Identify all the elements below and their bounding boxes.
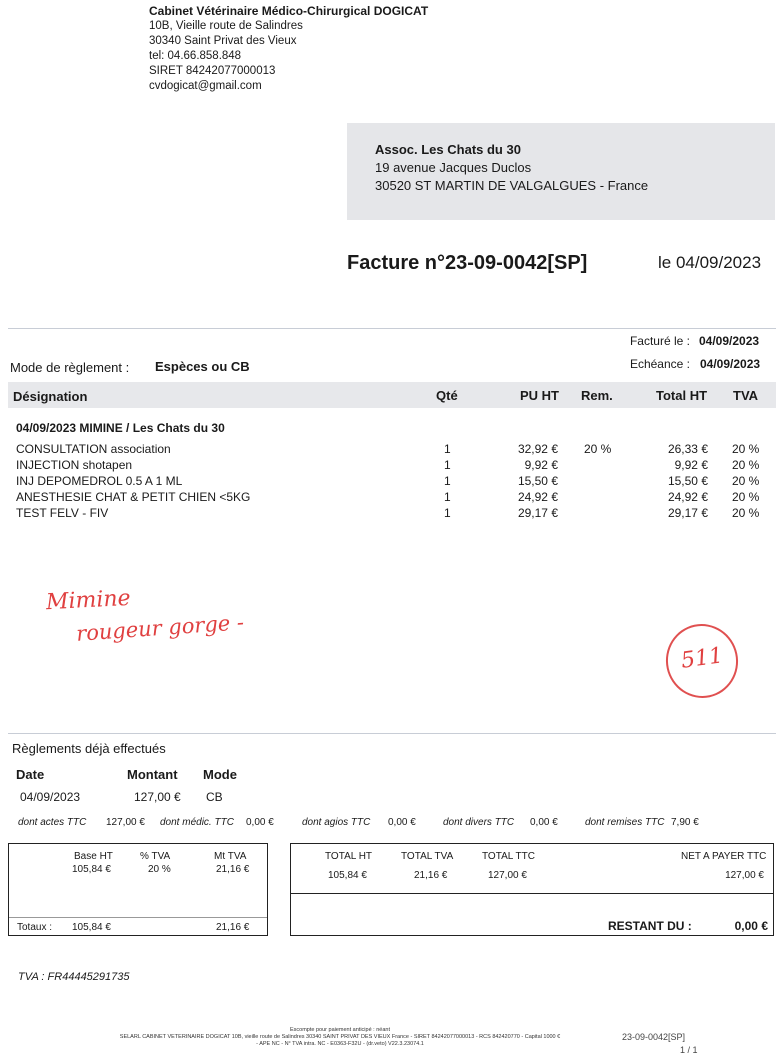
- vat-totals-label: Totaux :: [17, 922, 53, 933]
- invoice-title: Facture n°23-09-0042[SP]: [347, 252, 588, 274]
- col-pu: PU HT: [520, 388, 559, 403]
- footer-line-3: - APE NC - N° TVA intra. NC - E0363-F32U - (dr.veto) V22.3.23074.1: [256, 1041, 424, 1047]
- handwritten-name: Mimine: [45, 585, 132, 616]
- totals-ttc-value: 127,00 €: [488, 870, 527, 881]
- row-designation: ANESTHESIE CHAT & PETIT CHIEN <5KG: [16, 490, 251, 504]
- footer-line-1: Escompte pour paiement anticipé : néant: [290, 1027, 390, 1033]
- totals-ht-value: 105,84 €: [328, 870, 367, 881]
- recipient-address-1: 19 avenue Jacques Duclos: [375, 160, 532, 175]
- payment-amount: 127,00 €: [134, 790, 181, 804]
- clinic-address-2: 30340 Saint Privat des Vieux: [149, 35, 297, 47]
- footer-page: 1 / 1: [680, 1045, 698, 1055]
- row-pu: 9,92 €: [524, 458, 558, 472]
- row-qty: 1: [444, 506, 451, 520]
- row-total: 29,17 €: [667, 506, 708, 520]
- remaining-value: 0,00 €: [734, 919, 768, 933]
- col-tva: TVA: [733, 388, 759, 403]
- vat-pct-value: 20 %: [148, 864, 171, 875]
- breakdown-acts-label: dont actes TTC: [18, 817, 87, 828]
- row-qty: 1: [444, 490, 451, 504]
- vat-totals-base: 105,84 €: [72, 922, 111, 933]
- table-row: [16, 457, 776, 473]
- invoice-date: le 04/09/2023: [658, 253, 762, 272]
- totals-net-value: 127,00 €: [725, 870, 764, 881]
- clinic-siret: SIRET 84242077000013: [149, 65, 276, 77]
- row-pu: 24,92 €: [517, 490, 558, 504]
- table-row: [16, 441, 776, 457]
- row-tva: 20 %: [732, 474, 760, 488]
- due-value: 04/09/2023: [700, 357, 761, 371]
- table-row: [16, 505, 776, 521]
- totals-col-tva: TOTAL TVA: [401, 851, 454, 862]
- clinic-tel: tel: 04.66.858.848: [149, 50, 242, 62]
- table-row: [16, 489, 776, 505]
- totals-tva-value: 21,16 €: [414, 870, 448, 881]
- table-row: [16, 473, 776, 489]
- col-rem: Rem.: [581, 388, 613, 403]
- row-tva: 20 %: [732, 442, 760, 456]
- clinic-info: [149, 4, 428, 94]
- tva-number: TVA : FR44445291735: [18, 971, 130, 983]
- row-total: 15,50 €: [667, 474, 708, 488]
- breakdown-acts-value: 127,00 €: [106, 817, 145, 828]
- payment-mode-label: Mode de règlement :: [10, 360, 130, 375]
- breakdown-divers-value: 0,00 €: [530, 817, 558, 828]
- vat-divider: [9, 917, 267, 918]
- clinic-email: cvdogicat@gmail.com: [149, 80, 262, 92]
- divider: [8, 733, 776, 734]
- row-tva: 20 %: [732, 458, 760, 472]
- row-pu: 15,50 €: [517, 474, 558, 488]
- col-total: Total HT: [656, 388, 708, 403]
- payment-mode: CB: [206, 790, 223, 804]
- payment-date: 04/09/2023: [20, 790, 81, 804]
- recipient-address-2: 30520 ST MARTIN DE VALGALGUES - France: [375, 178, 649, 193]
- clinic-address-1: 10B, Vieille route de Salindres: [149, 20, 303, 32]
- row-pu: 32,92 €: [517, 442, 558, 456]
- row-designation: INJ DEPOMEDROL 0.5 A 1 ML: [16, 474, 183, 488]
- remaining-label: RESTANT DU :: [608, 919, 692, 933]
- row-rem: 20 %: [584, 442, 612, 456]
- footer-text: [60, 1027, 620, 1048]
- recipient-name: Assoc. Les Chats du 30: [375, 142, 521, 157]
- recipient-block: [347, 123, 775, 220]
- divider: [8, 328, 776, 329]
- breakdown-agios-value: 0,00 €: [388, 817, 416, 828]
- row-qty: 1: [444, 474, 451, 488]
- totals-col-ht: TOTAL HT: [325, 851, 373, 862]
- col-qty: Qté: [436, 388, 458, 403]
- footer-ref: 23-09-0042[SP]: [622, 1032, 686, 1042]
- breakdown-remises-value: 7,90 €: [671, 817, 699, 828]
- row-designation: TEST FELV - FIV: [16, 506, 109, 520]
- vat-totals-mt: 21,16 €: [216, 922, 250, 933]
- payments-title: Règlements déjà effectués: [12, 741, 166, 756]
- clinic-name: Cabinet Vétérinaire Médico-Chirurgical DOGICAT: [149, 4, 429, 18]
- vat-mt-value: 21,16 €: [216, 864, 250, 875]
- breakdown-divers-label: dont divers TTC: [443, 817, 515, 828]
- row-tva: 20 %: [732, 506, 760, 520]
- totals-divider: [291, 893, 773, 894]
- payments-col-mode: Mode: [203, 767, 237, 782]
- handwritten-number: 511: [679, 643, 725, 674]
- breakdown-med-value: 0,00 €: [246, 817, 274, 828]
- due-label: Echéance :: [629, 357, 690, 371]
- row-total: 9,92 €: [674, 458, 708, 472]
- vat-col-pct: % TVA: [140, 851, 171, 862]
- col-designation: Désignation: [13, 389, 88, 404]
- payments-col-date: Date: [16, 767, 45, 782]
- row-total: 24,92 €: [667, 490, 708, 504]
- row-tva: 20 %: [732, 490, 760, 504]
- billed-value: 04/09/2023: [699, 334, 760, 348]
- totals-col-ttc: TOTAL TTC: [482, 851, 535, 862]
- table-body: [16, 441, 776, 521]
- row-designation: INJECTION shotapen: [16, 458, 133, 472]
- vat-col-mt: Mt TVA: [214, 851, 247, 862]
- footer-line-2: SELARL CABINET VETERINAIRE DOGICAT 10B, vieille route de Salindres 30340 SAINT PRIVAT DES VIEUX France - SIRET 84242077000013 - RCS 842420770 - Capital 1000 €: [119, 1034, 561, 1040]
- breakdown-remises-label: dont remises TTC: [585, 817, 665, 828]
- breakdown-agios-label: dont agios TTC: [302, 817, 371, 828]
- payment-mode-value: Espèces ou CB: [155, 359, 250, 374]
- row-pu: 29,17 €: [517, 506, 558, 520]
- row-designation: CONSULTATION association: [16, 442, 171, 456]
- handwritten-note: rougeur gorge -: [75, 610, 245, 646]
- row-total: 26,33 €: [667, 442, 708, 456]
- row-qty: 1: [444, 458, 451, 472]
- vat-base-value: 105,84 €: [72, 864, 111, 875]
- group-title: 04/09/2023 MIMINE / Les Chats du 30: [16, 421, 225, 435]
- payments-col-amount: Montant: [127, 767, 178, 782]
- breakdown-med-label: dont médic. TTC: [160, 817, 234, 828]
- vat-col-base: Base HT: [74, 851, 113, 862]
- row-qty: 1: [444, 442, 451, 456]
- billed-label: Facturé le :: [629, 334, 690, 348]
- totals-col-net: NET A PAYER TTC: [681, 851, 767, 862]
